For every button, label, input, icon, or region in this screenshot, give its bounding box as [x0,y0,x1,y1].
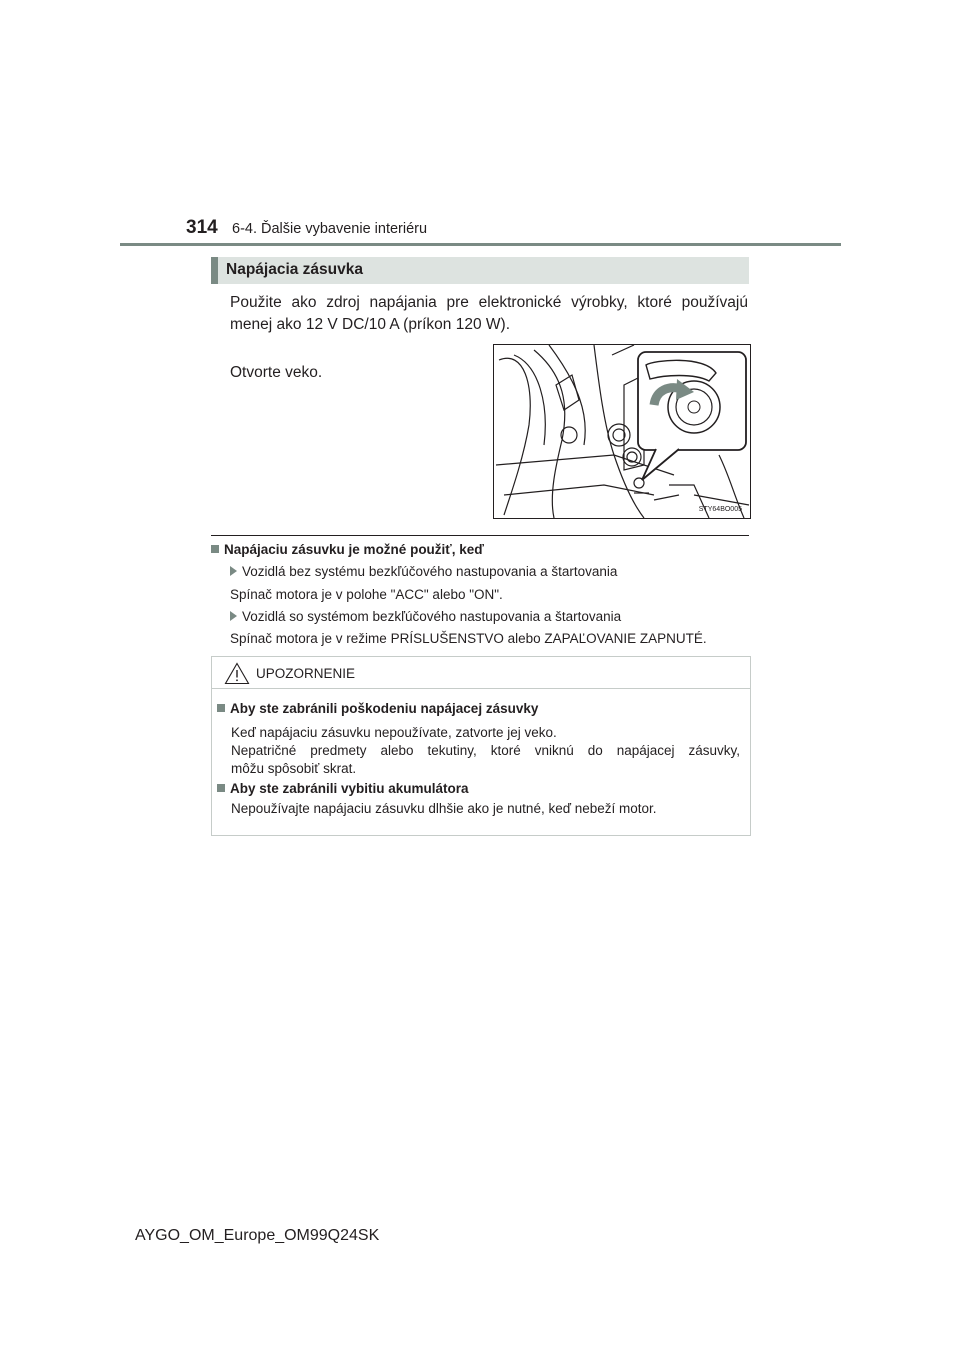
warning-box [211,656,751,836]
header-divider [120,243,841,246]
warning-text-battery: Nepoužívajte napájaciu zásuvku dlhšie ako je nutné, keď nebeží motor. [231,801,657,816]
figure-code: STY64BO005 [698,506,742,513]
warning-heading-damage: Aby ste zabránili poškodeniu napájacej zásuvky [217,701,538,716]
conditions-heading: Napájaciu zásuvku je možné použiť, keď [211,542,484,557]
square-bullet-icon [217,704,225,712]
topic-title-bar [211,257,749,284]
topic-accent-marker [211,257,218,284]
warning-text-damage [231,724,740,778]
power-outlet-illustration [493,344,751,519]
condition-text-with-keyless: Spínač motora je v režime PRÍSLUŠENSTVO alebo ZAPAĽOVANIE ZAPNUTÉ. [230,631,707,646]
condition-text-without-keyless: Spínač motora je v polohe "ACC" alebo "ON". [230,587,503,602]
document-id: AYGO_OM_Europe_OM99Q24SK [135,1227,380,1244]
warning-line: môžu spôsobiť skrat. [231,761,357,776]
dashboard-drawing [494,345,750,518]
warning-header [212,657,750,689]
triangle-bullet-icon [230,566,237,576]
condition-label-without-keyless: Vozidlá bez systému bezkľúčového nastupovania a štartovania [230,564,617,579]
topic-title: Napájacia zásuvka [226,261,364,278]
square-bullet-icon [217,784,225,792]
warning-heading-battery: Aby ste zabránili vybitiu akumulátora [217,781,469,796]
section-title: 6-4. Ďalšie vybavenie interiéru [232,221,428,237]
triangle-bullet-icon [230,611,237,621]
warning-line: Nepatričné predmety alebo tekutiny, ktoré vniknú do napájacej zásuvky, [231,743,740,758]
page-number: 314 [186,217,218,238]
warning-title: UPOZORNENIE [256,666,356,681]
warning-triangle-icon [224,662,250,685]
square-bullet-icon [211,545,219,553]
step-instruction: Otvorte veko. [230,364,323,381]
intro-paragraph: Použite ako zdroj napájania pre elektronické výrobky, ktoré používajú menej ako 12 V DC/10 A (príkon 120 W). [230,294,748,333]
section-divider [211,535,749,536]
warning-line: Keď napájaciu zásuvku nepoužívate, zatvorte jej veko. [231,725,557,740]
condition-label-with-keyless: Vozidlá so systémom bezkľúčového nastupovania a štartovania [230,609,621,624]
